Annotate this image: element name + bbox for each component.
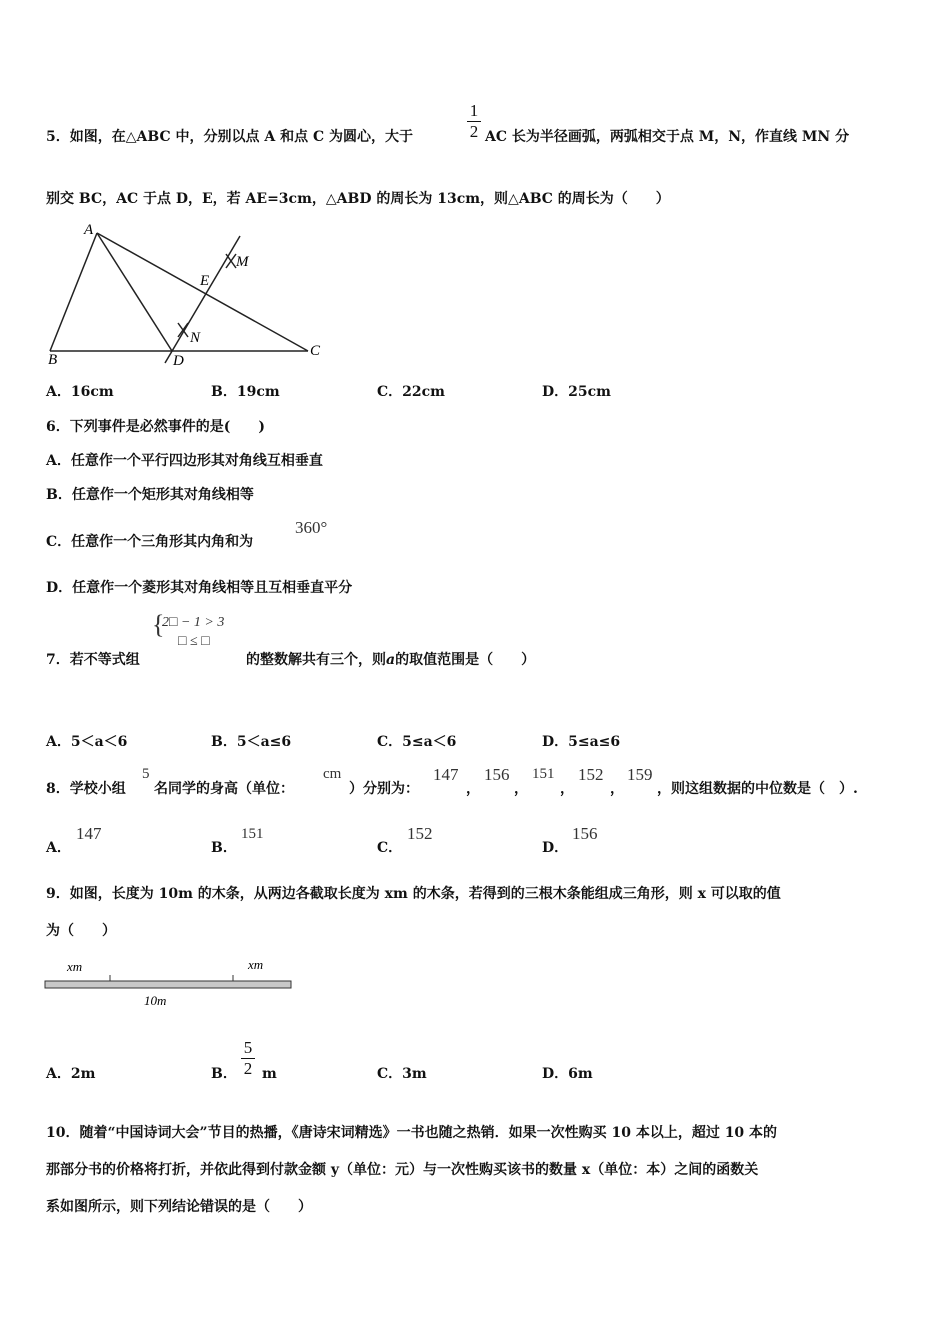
q8-stem-c: ）分别为： [349, 781, 419, 797]
q8-value-5: 159 [627, 765, 653, 784]
q7-option-b: B．5＜a≤6 [211, 734, 292, 750]
q9-option-b-numerator: 5 [243, 1038, 253, 1057]
q9-option-a: A．2m [46, 1066, 96, 1082]
q5-label-b: B [48, 352, 58, 368]
q8-value-3: 151 [532, 766, 555, 782]
q8-value-2: 156 [484, 765, 510, 784]
q10-stem-line3: 系如图所示，则下列结论错误的是（ ） [46, 1199, 312, 1215]
q5-label-c: C [310, 343, 321, 359]
q8-count: 5 [142, 766, 150, 782]
q8-option-a-label: A． [46, 840, 71, 856]
q5-stem-line1b: AC 长为半径画弧，两弧相交于点 M，N，作直线 MN 分 [485, 129, 850, 145]
q7-stem-c-text: 的取值范围是（ ） [395, 652, 536, 668]
q8-sep-3: ， [560, 781, 574, 797]
q7-option-c: C．5≤a＜6 [377, 734, 457, 750]
q8-option-c-label: C． [377, 840, 403, 856]
q6-option-a: A．任意作一个平行四边形其对角线互相垂直 [46, 453, 323, 469]
q9-stick-figure [40, 955, 300, 1015]
q7-variable: a [386, 652, 396, 668]
q5-option-d: D．25cm [542, 384, 611, 400]
q7-system-line1: 2□ − 1 > 3 [162, 615, 225, 630]
q6-stem: 6．下列事件是必然事件的是( ) [46, 419, 265, 435]
q8-option-d-label: D． [542, 840, 569, 856]
q6-option-c: C．任意作一个三角形其内角和为 [46, 534, 254, 550]
q7-stem-b-text: 的整数解共有三个，则 [246, 652, 386, 668]
q9-stem-line2: 为（ ） [46, 923, 116, 939]
q5-label-m: M [236, 254, 249, 270]
q9-label-left: xm [67, 959, 83, 974]
q5-fraction-denominator: 2 [469, 122, 479, 141]
q7-stem-b [246, 651, 535, 669]
q7-option-d: D．5≤a≤6 [542, 734, 621, 750]
q8-sep-4: ， [610, 781, 624, 797]
q5-fraction-numerator: 1 [469, 101, 479, 120]
q9-option-b-unit: m [262, 1066, 277, 1082]
q8-unit: cm [323, 766, 342, 782]
q8-sep-1: ， [466, 781, 480, 797]
q8-value-4: 152 [578, 765, 604, 784]
q8-stem-d: ，则这组数据的中位数是（ ）. [657, 781, 858, 797]
q8-option-d-value: 156 [572, 824, 598, 843]
q5-fraction [467, 102, 481, 141]
q8-option-b-value: 151 [241, 826, 264, 842]
q5-stem-line2: 别交 BC，AC 于点 D，E，若 AE=3cm，△ABD 的周长为 13cm，则△ABC 的周长为（ ） [46, 191, 670, 207]
q9-option-c: C．3m [377, 1066, 427, 1082]
q7-system-line2: □ ≤ □ [178, 634, 210, 649]
q8-option-b-label: B． [211, 840, 237, 856]
q9-label-total: 10m [144, 993, 167, 1008]
q6-option-b: B．任意作一个矩形其对角线相等 [46, 487, 254, 503]
q7-stem-a: 7．若不等式组 [46, 652, 140, 668]
q9-label-right: xm [248, 957, 264, 972]
q10-stem-line2: 那部分书的价格将打折，并依此得到付款金额 y（单位：元）与一次性购买该书的数量 x（单位：本）之间的函数关 [46, 1162, 759, 1178]
q9-option-b-label: B． [211, 1066, 237, 1082]
q5-stem-line1a: 5．如图，在△ABC 中，分别以点 A 和点 C 为圆心，大于 [46, 129, 413, 145]
q9-option-b-denominator: 2 [243, 1059, 253, 1078]
q5-option-a: A．16cm [46, 384, 114, 400]
q5-option-b: B．19cm [211, 384, 280, 400]
q8-stem-a: 8．学校小组 [46, 781, 126, 797]
q8-option-a-value: 147 [76, 824, 102, 843]
q8-option-c-value: 152 [407, 824, 433, 843]
q5-option-c: C．22cm [377, 384, 445, 400]
q7-option-a: A．5＜a＜6 [46, 734, 128, 750]
q10-stem-line1: 10．随着“中国诗词大会”节目的热播，《唐诗宋词精选》一书也随之热销．如果一次性购买 10 本以上，超过 10 本的 [46, 1125, 778, 1141]
q5-label-e: E [200, 273, 210, 289]
q5-label-d: D [173, 353, 184, 368]
q5-label-a: A [84, 222, 94, 238]
q9-option-b-fraction [241, 1039, 255, 1078]
q8-stem-b: 名同学的身高（单位： [154, 781, 294, 797]
q8-value-1: 147 [433, 765, 459, 784]
q5-triangle-figure [40, 218, 330, 368]
q9-stem-line1: 9．如图，长度为 10m 的木条，从两边各截取长度为 xm 的木条，若得到的三根木条能组成三角形，则 x 可以取的值 [46, 886, 781, 902]
q5-label-n: N [190, 330, 201, 346]
q8-sep-2: ， [514, 781, 528, 797]
q6-option-d: D．任意作一个菱形其对角线相等且互相垂直平分 [46, 580, 353, 596]
q6-option-c-math: 360° [295, 518, 328, 537]
q9-option-d: D．6m [542, 1066, 593, 1082]
